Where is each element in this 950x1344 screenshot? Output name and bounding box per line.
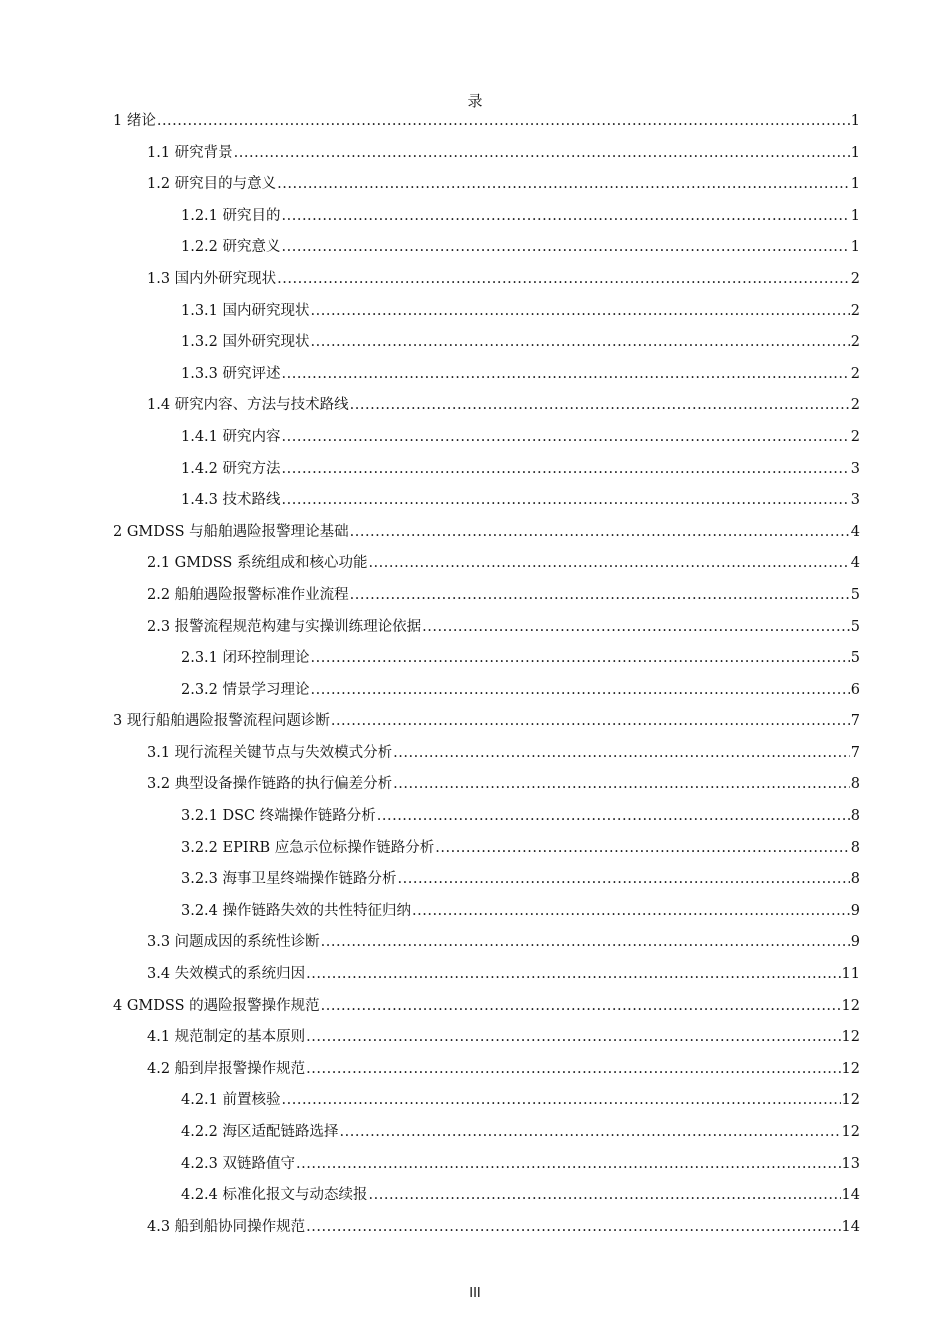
toc-entry-page: 4	[850, 523, 860, 540]
toc-entry-label: 4.2 船到岸报警操作规范	[147, 1060, 306, 1077]
toc-entry-label: 3.3 问题成因的系统性诊断	[147, 934, 320, 951]
toc-entry[interactable]	[113, 963, 860, 995]
toc-entry-label: 2.2 船舶遇险报警标准作业流程	[147, 586, 349, 603]
toc-entry-page: 12	[841, 1060, 860, 1077]
toc-entry-page: 2	[850, 428, 860, 445]
toc-entry-page: 5	[850, 586, 860, 603]
toc-entry[interactable]	[113, 110, 860, 142]
toc-entry[interactable]	[113, 300, 860, 332]
toc-dot-leader	[350, 584, 850, 606]
toc-entry-label: 4.2.2 海区适配链路选择	[181, 1124, 339, 1140]
toc-entry-page: 7	[850, 744, 860, 761]
toc-entry[interactable]	[113, 868, 860, 900]
toc-entry-label: 1.3.1 国内研究现状	[181, 302, 310, 319]
toc-dot-leader	[368, 552, 849, 574]
toc-entry-page: 13	[841, 1155, 860, 1172]
toc-dot-leader	[282, 205, 850, 227]
toc-entry-page: 14	[841, 1218, 860, 1235]
toc-entry-label: 1.2.2 研究意义	[181, 239, 281, 256]
toc-entry-page: 2	[850, 270, 860, 287]
toc-entry[interactable]	[113, 773, 860, 805]
toc-entry[interactable]	[113, 931, 860, 963]
toc-dot-leader	[398, 868, 850, 890]
toc-dot-leader	[282, 458, 850, 480]
toc-entry-page: 8	[850, 776, 860, 793]
toc-entry-page: 5	[850, 618, 860, 635]
toc-dot-leader	[311, 679, 850, 701]
toc-dot-leader	[306, 1058, 840, 1080]
toc-entry-page: 2	[850, 397, 860, 414]
toc-entry[interactable]	[113, 1153, 860, 1185]
toc-entry-label: 2.3 报警流程规范构建与实操训练理论依据	[147, 618, 422, 635]
toc-dot-leader	[282, 426, 850, 448]
toc-dot-leader	[277, 268, 850, 290]
toc-entry-label: 3.1 现行流程关键节点与失效模式分析	[147, 744, 393, 761]
toc-entry-page: 3	[850, 492, 860, 509]
toc-dot-leader	[350, 521, 850, 543]
toc-entry[interactable]	[113, 489, 860, 521]
toc-dot-leader	[157, 110, 850, 132]
toc-entry[interactable]	[113, 521, 860, 553]
toc-dot-leader	[296, 1153, 841, 1175]
toc-entry-label: 3.2.2 EPIRB 应急示位标操作链路分析	[181, 839, 435, 856]
toc-dot-leader	[422, 616, 850, 638]
toc-dot-leader	[311, 331, 850, 353]
toc-entry[interactable]	[113, 616, 860, 648]
toc-entry-page: 12	[841, 1092, 860, 1109]
toc-entry[interactable]	[113, 1058, 860, 1090]
toc-dot-leader	[277, 173, 850, 195]
toc-entry[interactable]	[113, 1121, 860, 1153]
toc-entry-label: 3.2 典型设备操作链路的执行偏差分析	[147, 776, 393, 793]
toc-dot-leader	[311, 647, 850, 669]
toc-dot-leader	[350, 394, 850, 416]
toc-entry-label: 3.2.1 DSC 终端操作链路分析	[181, 808, 376, 825]
toc-entry-label: 1 绪论	[113, 113, 156, 129]
toc-entry-label: 1.4 研究内容、方法与技术路线	[147, 397, 349, 414]
toc-entry-label: 1.1 研究背景	[147, 144, 233, 161]
toc-entry-label: 1.3 国内外研究现状	[147, 270, 277, 287]
toc-entry[interactable]	[113, 1026, 860, 1058]
toc-entry-label: 3.2.3 海事卫星终端操作链路分析	[181, 871, 397, 888]
toc-entry-page: 5	[850, 650, 860, 667]
toc-entry-label: 1.3.2 国外研究现状	[181, 334, 310, 351]
toc-entry[interactable]	[113, 837, 860, 869]
toc-entry-label: 1.4.3 技术路线	[181, 492, 281, 509]
toc-entry[interactable]	[113, 647, 860, 679]
toc-entry-page: 8	[850, 839, 860, 856]
toc-entry-page: 14	[841, 1187, 860, 1204]
toc-entry-page: 8	[850, 871, 860, 888]
toc-entry[interactable]	[113, 331, 860, 363]
toc-entry-label: 1.4.2 研究方法	[181, 460, 281, 477]
toc-entry[interactable]	[113, 173, 860, 205]
toc-entry[interactable]	[113, 805, 860, 837]
toc-dot-leader	[412, 900, 850, 922]
toc-entry-label: 4.1 规范制定的基本原则	[147, 1029, 306, 1046]
toc-entry-label: 1.4.1 研究内容	[181, 428, 281, 445]
toc-entry[interactable]	[113, 552, 860, 584]
toc-entry-label: 3.4 失效模式的系统归因	[147, 966, 306, 983]
toc-entry[interactable]	[113, 1184, 860, 1216]
toc-entry-label: 4.2.3 双链路值守	[181, 1155, 296, 1172]
toc-dot-leader	[369, 1184, 841, 1206]
toc-entry[interactable]	[113, 142, 860, 174]
toc-entry[interactable]	[113, 742, 860, 774]
toc-entry[interactable]	[113, 679, 860, 711]
toc-entry-label: 3 现行船舶遇险报警流程问题诊断	[113, 713, 330, 730]
toc-entry-page: 9	[850, 934, 860, 951]
toc-entry[interactable]	[113, 995, 860, 1027]
toc-entry[interactable]	[113, 1216, 860, 1248]
toc-dot-leader	[282, 489, 850, 511]
toc-entry-label: 3.2.4 操作链路失效的共性特征归纳	[181, 902, 412, 919]
toc-entry[interactable]	[113, 710, 860, 742]
toc-dot-leader	[340, 1121, 841, 1143]
toc-entry-page: 7	[850, 713, 860, 730]
toc-entry-label: 4.2.4 标准化报文与动态续报	[181, 1187, 368, 1204]
toc-dot-leader	[377, 805, 850, 827]
toc-entry-label: 2.3.1 闭环控制理论	[181, 650, 310, 667]
toc-dot-leader	[234, 142, 850, 164]
toc-entry-label: 4.2.1 前置核验	[181, 1092, 281, 1109]
table-of-contents	[113, 110, 860, 1247]
toc-entry[interactable]	[113, 1089, 860, 1121]
toc-entry-label: 4.3 船到船协同操作规范	[147, 1218, 306, 1235]
page-number: III	[469, 1286, 481, 1301]
toc-dot-leader	[393, 773, 850, 795]
toc-entry-page: 3	[850, 460, 860, 477]
toc-dot-leader	[435, 837, 850, 859]
toc-dot-leader	[282, 1089, 841, 1111]
toc-entry[interactable]	[113, 363, 860, 395]
toc-entry[interactable]	[113, 394, 860, 426]
toc-entry-page: 12	[841, 1029, 860, 1046]
toc-entry-page: 1	[850, 239, 860, 256]
toc-entry-page: 1	[850, 176, 860, 193]
page-title: 录	[467, 92, 483, 110]
toc-entry-page: 1	[850, 207, 860, 224]
toc-entry[interactable]	[113, 205, 860, 237]
toc-dot-leader	[306, 1026, 840, 1048]
toc-entry-label: 2.3.2 情景学习理论	[181, 681, 310, 698]
toc-dot-leader	[331, 710, 850, 732]
toc-dot-leader	[282, 363, 850, 385]
toc-dot-leader	[306, 1216, 840, 1238]
toc-entry-label: 4 GMDSS 的遇险报警操作规范	[113, 997, 320, 1014]
toc-dot-leader	[321, 995, 841, 1017]
toc-entry[interactable]	[113, 584, 860, 616]
toc-entry-page: 4	[850, 555, 860, 572]
toc-dot-leader	[393, 742, 850, 764]
toc-entry[interactable]	[113, 426, 860, 458]
toc-entry-page: 2	[850, 334, 860, 351]
toc-entry-label: 1.2.1 研究目的	[181, 207, 281, 224]
toc-entry-page: 2	[850, 302, 860, 319]
toc-entry[interactable]	[113, 458, 860, 490]
toc-entry[interactable]	[113, 900, 860, 932]
toc-entry-page: 8	[850, 808, 860, 825]
toc-entry-label: 2.1 GMDSS 系统组成和核心功能	[147, 555, 368, 572]
toc-entry-page: 6	[850, 681, 860, 698]
toc-entry-page: 2	[850, 365, 860, 382]
toc-entry-page: 1	[850, 144, 860, 161]
toc-dot-leader	[311, 300, 850, 322]
toc-entry-page: 9	[850, 902, 860, 919]
toc-dot-leader	[306, 963, 840, 985]
toc-entry-page: 12	[841, 997, 860, 1014]
toc-entry-label: 2 GMDSS 与船舶遇险报警理论基础	[113, 523, 349, 540]
toc-entry-page: 1	[850, 113, 860, 129]
toc-entry-page: 11	[841, 966, 860, 983]
toc-dot-leader	[321, 931, 850, 953]
toc-entry[interactable]	[113, 236, 860, 268]
toc-entry-label: 1.3.3 研究评述	[181, 365, 281, 382]
toc-entry-label: 1.2 研究目的与意义	[147, 176, 277, 193]
toc-entry[interactable]	[113, 268, 860, 300]
toc-dot-leader	[282, 236, 850, 258]
toc-entry-page: 12	[841, 1124, 860, 1140]
